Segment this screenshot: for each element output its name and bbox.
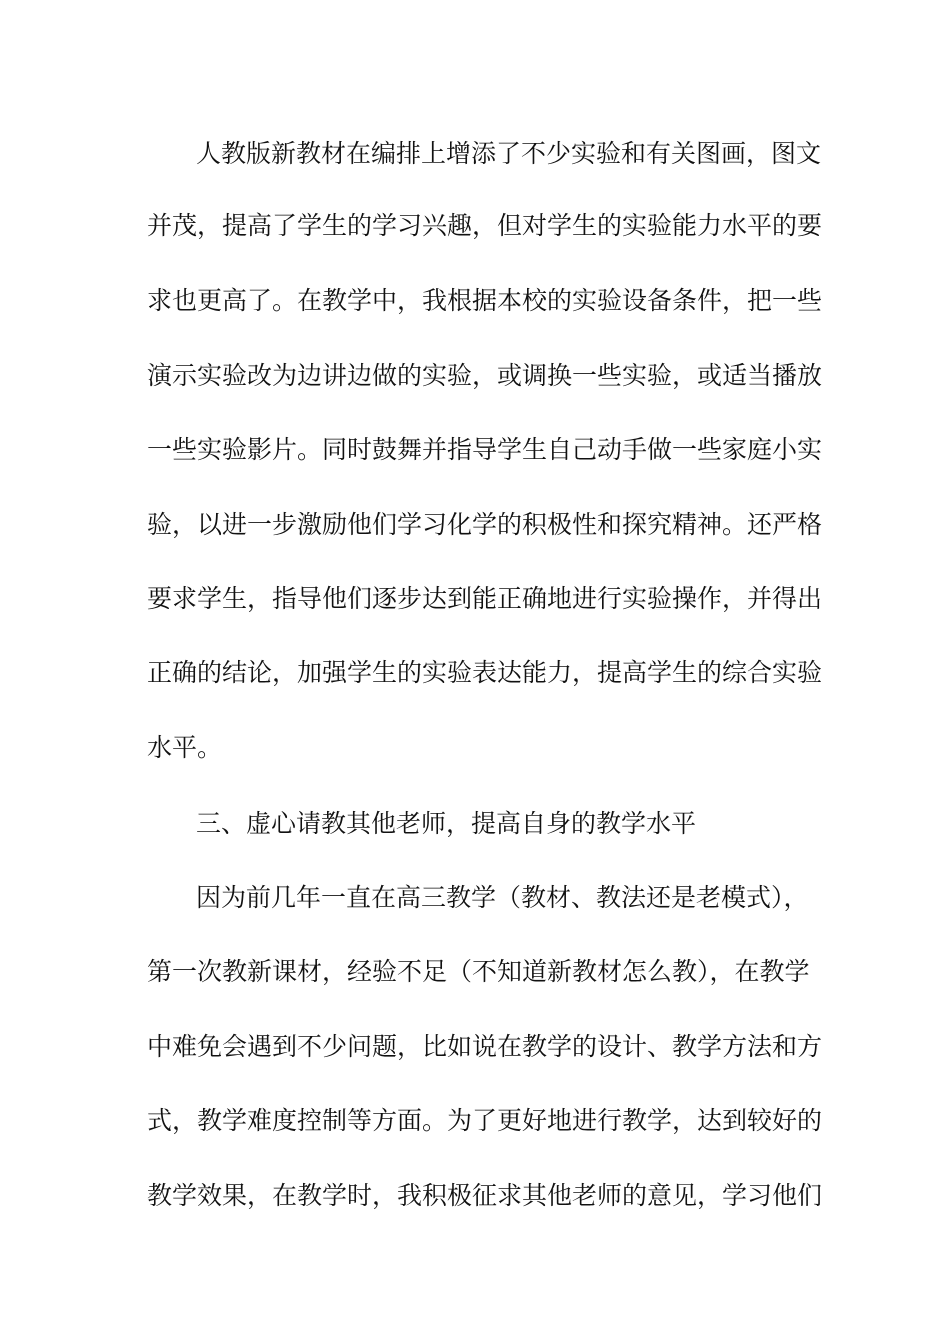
paragraph-1-line: 水平。	[147, 733, 223, 762]
paragraph-1-line: 演示实验改为边讲边做的实验，或调换一些实验，或适当播放	[147, 361, 823, 390]
paragraph-2-line: 中难免会遇到不少问题，比如说在教学的设计、教学方法和方	[147, 1032, 823, 1061]
paragraph-2-line: 教学效果，在教学时，我积极征求其他老师的意见，学习他们	[147, 1181, 823, 1210]
paragraph-1-line: 求也更高了。在教学中，我根据本校的实验设备条件，把一些	[147, 286, 823, 315]
paragraph-1-line: 并茂，提高了学生的学习兴趣，但对学生的实验能力水平的要	[147, 211, 823, 240]
paragraph-1-line: 验，以进一步激励他们学习化学的积极性和探究精神。还严格	[147, 510, 823, 539]
paragraph-1-line: 正确的结论，加强学生的实验表达能力，提高学生的综合实验	[147, 658, 823, 687]
paragraph-1-line: 要求学生，指导他们逐步达到能正确地进行实验操作，并得出	[147, 584, 823, 613]
section-heading: 三、虚心请教其他老师，提高自身的教学水平	[196, 809, 697, 838]
paragraph-2-line: 因为前几年一直在高三教学（教材、教法还是老模式），	[196, 883, 809, 912]
paragraph-2-line: 式，教学难度控制等方面。为了更好地进行教学，达到较好的	[147, 1106, 823, 1135]
paragraph-1-line: 人教版新教材在编排上增添了不少实验和有关图画，图文	[196, 139, 822, 168]
paragraph-1-line: 一些实验影片。同时鼓舞并指导学生自己动手做一些家庭小实	[147, 435, 823, 464]
paragraph-2-line: 第一次教新课材，经验不足（不知道新教材怎么教），在教学	[147, 957, 810, 986]
